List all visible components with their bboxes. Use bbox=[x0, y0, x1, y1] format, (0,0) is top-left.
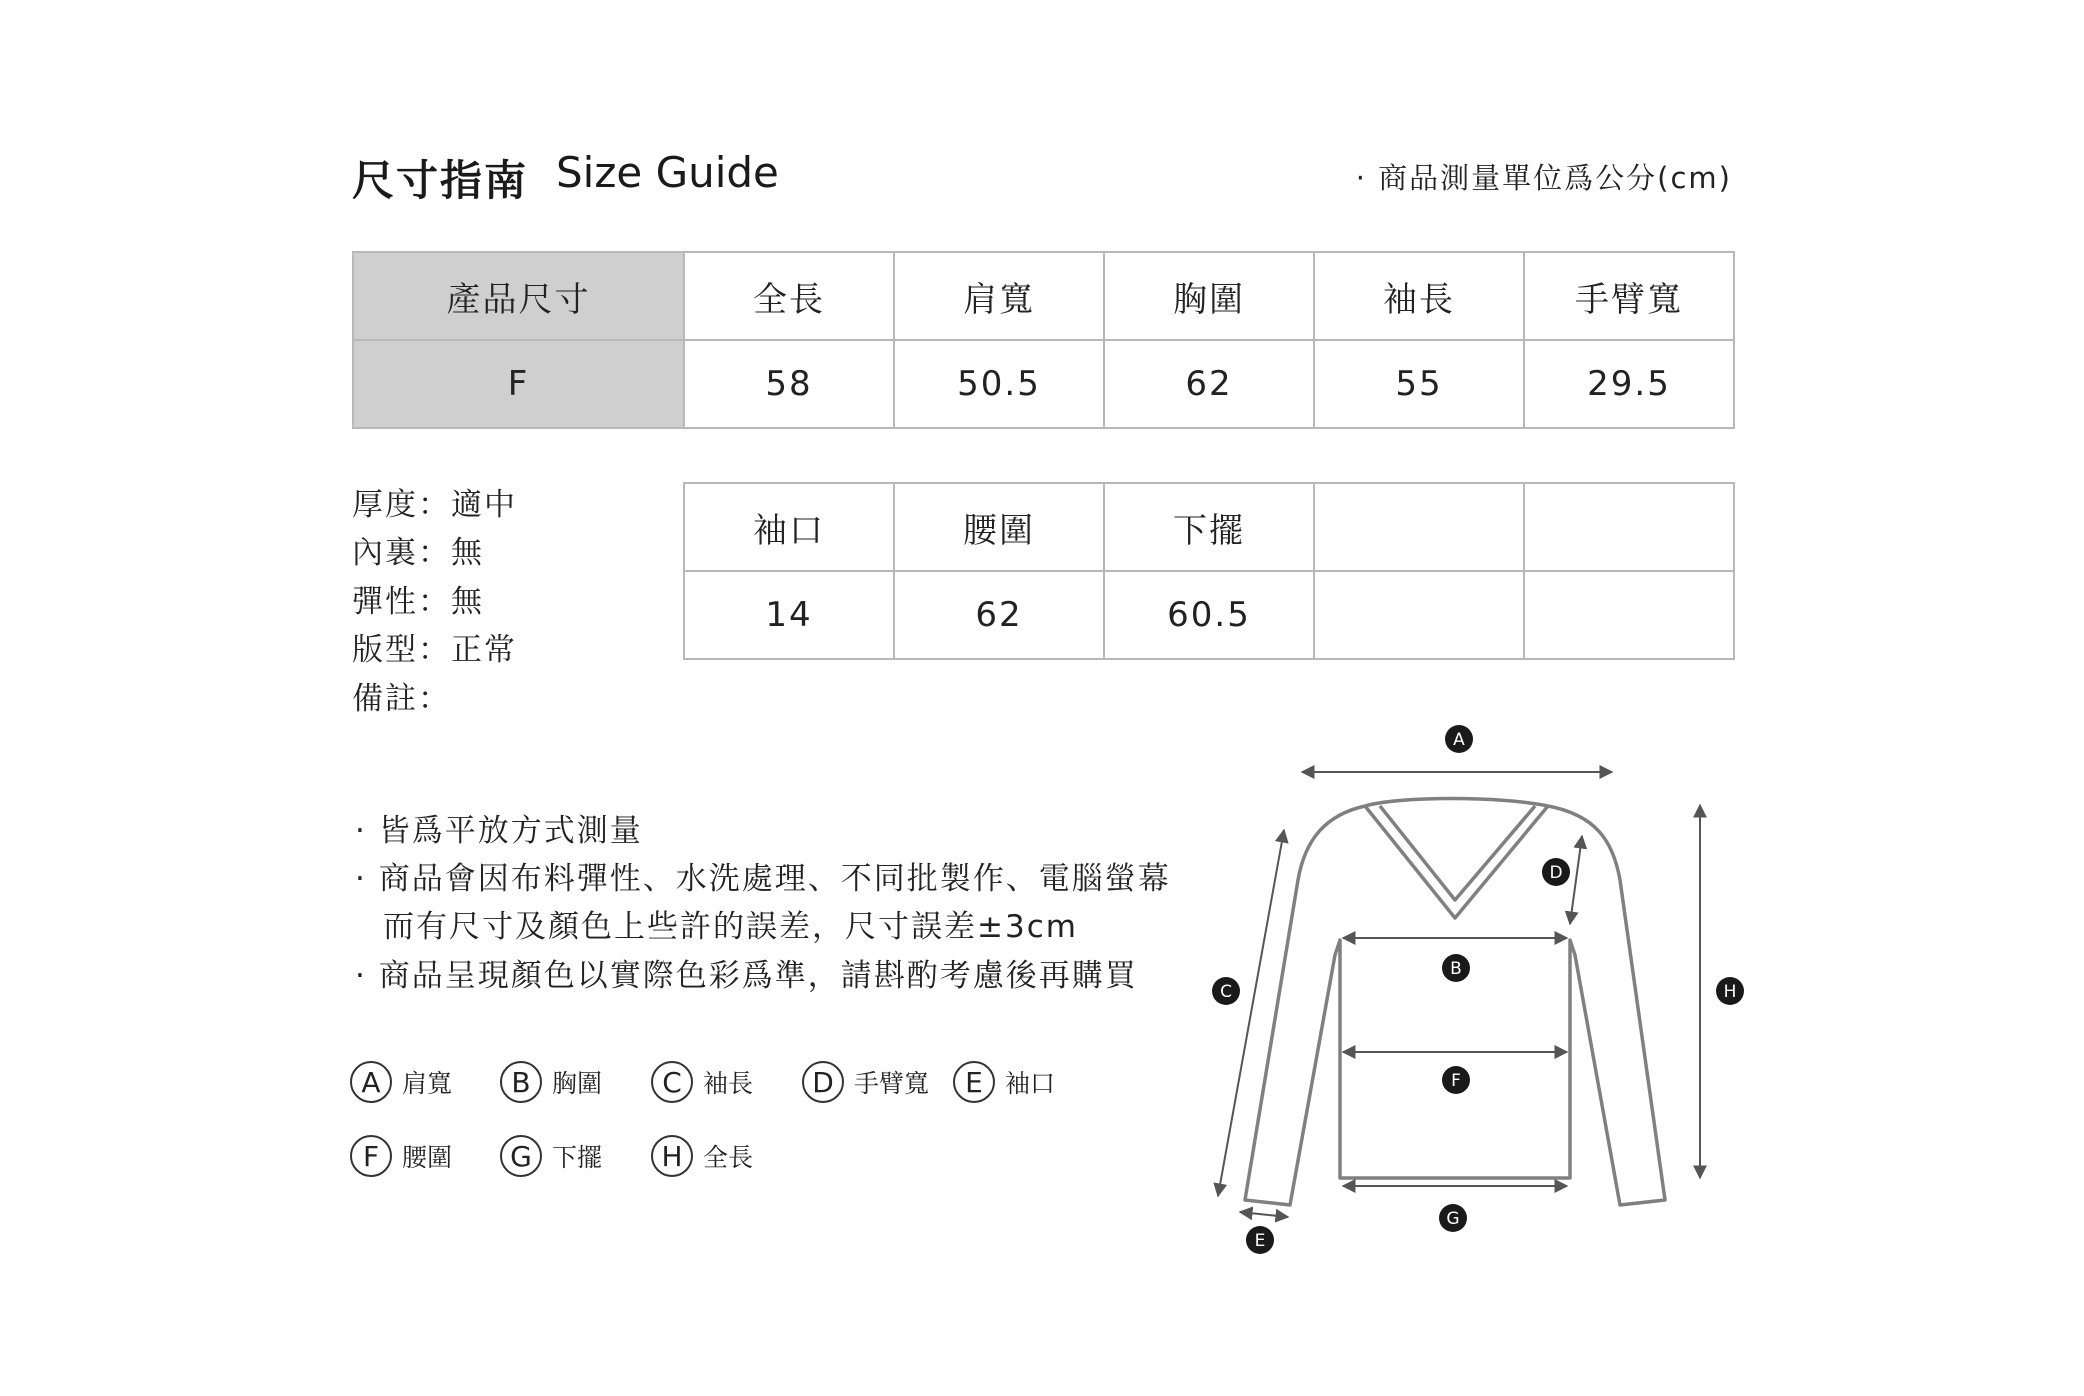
legend-marker: G bbox=[500, 1135, 542, 1177]
table-header-row bbox=[353, 252, 1734, 340]
diagram-marker-f bbox=[1442, 1066, 1470, 1094]
svg-text:H: H bbox=[1723, 982, 1737, 1002]
table-cell: 58 bbox=[684, 340, 894, 428]
table-header-cell bbox=[1314, 483, 1524, 571]
table-cell: 60.5 bbox=[1104, 571, 1314, 659]
svg-text:C: C bbox=[1220, 982, 1232, 1002]
table-cell: 55 bbox=[1314, 340, 1524, 428]
diagram-marker-h bbox=[1716, 977, 1744, 1005]
table-header-cell bbox=[1524, 483, 1734, 571]
size-table bbox=[352, 251, 1735, 429]
table-header-cell: 胸圍 bbox=[1104, 252, 1314, 340]
legend-label: 腰圍 bbox=[402, 1143, 453, 1172]
attr-remarks: 備註： bbox=[352, 681, 451, 717]
attr-elasticity: 彈性：無 bbox=[352, 584, 484, 620]
svg-text:A: A bbox=[1453, 730, 1465, 750]
svg-text:G: G bbox=[1446, 1209, 1460, 1229]
svg-text:B: B bbox=[1450, 959, 1462, 979]
table-cell bbox=[1524, 571, 1734, 659]
table-header-cell: 下擺 bbox=[1104, 483, 1314, 571]
note-line: · 皆爲平放方式測量 bbox=[355, 813, 643, 849]
table-header-cell: 腰圍 bbox=[894, 483, 1104, 571]
legend-item bbox=[802, 1059, 929, 1105]
table-row bbox=[684, 571, 1734, 659]
legend-item bbox=[651, 1133, 753, 1179]
table-cell bbox=[1314, 571, 1524, 659]
table-header-cell: 全長 bbox=[684, 252, 894, 340]
garment-outline bbox=[1245, 799, 1665, 1206]
legend-marker: D bbox=[802, 1061, 844, 1103]
table-row bbox=[353, 340, 1734, 428]
legend-marker: E bbox=[953, 1061, 995, 1103]
table-cell: 62 bbox=[1104, 340, 1314, 428]
legend-label: 袖口 bbox=[1005, 1069, 1056, 1098]
page-title: 尺寸指南 bbox=[352, 156, 529, 205]
table-header-cell: 肩寬 bbox=[894, 252, 1104, 340]
legend-item bbox=[953, 1059, 1055, 1105]
diagram-marker-c bbox=[1212, 977, 1240, 1005]
attr-fit: 版型：正常 bbox=[352, 632, 517, 668]
table-header-cell: 產品尺寸 bbox=[353, 252, 684, 340]
legend-label: 全長 bbox=[703, 1143, 754, 1172]
legend-marker: H bbox=[651, 1135, 693, 1177]
table-cell: 29.5 bbox=[1524, 340, 1734, 428]
legend-item bbox=[500, 1133, 602, 1179]
legend-marker: C bbox=[651, 1061, 693, 1103]
legend-label: 胸圍 bbox=[552, 1069, 603, 1098]
legend-label: 下擺 bbox=[552, 1143, 603, 1172]
legend-marker: B bbox=[500, 1061, 542, 1103]
svg-text:F: F bbox=[1451, 1071, 1461, 1091]
diagram-marker-d bbox=[1542, 858, 1570, 886]
diagram-marker-e bbox=[1246, 1226, 1274, 1254]
legend-item bbox=[651, 1059, 753, 1105]
page-title-en: Size Guide bbox=[556, 148, 779, 197]
table-header-row bbox=[684, 483, 1734, 571]
table-header-cell: 袖口 bbox=[684, 483, 894, 571]
legend-item bbox=[350, 1133, 452, 1179]
legend-item bbox=[500, 1059, 602, 1105]
table-header-cell: 袖長 bbox=[1314, 252, 1524, 340]
attr-thickness: 厚度：適中 bbox=[352, 487, 517, 523]
legend-label: 肩寬 bbox=[402, 1069, 453, 1098]
garment-diagram bbox=[1200, 700, 1770, 1270]
legend-label: 袖長 bbox=[703, 1069, 754, 1098]
note-line: 而有尺寸及顏色上些許的誤差，尺寸誤差±3cm bbox=[383, 909, 1078, 945]
legend-label: 手臂寬 bbox=[854, 1069, 930, 1098]
attr-lining: 內裏：無 bbox=[352, 535, 484, 571]
legend-marker: F bbox=[350, 1135, 392, 1177]
svg-text:D: D bbox=[1549, 863, 1563, 883]
svg-text:E: E bbox=[1254, 1231, 1266, 1251]
note-line: · 商品呈現顏色以實際色彩爲準，請斟酌考慮後再購買 bbox=[355, 958, 1138, 994]
legend-item bbox=[350, 1059, 452, 1105]
extra-size-table bbox=[683, 482, 1735, 660]
diagram-marker-a bbox=[1445, 725, 1473, 753]
table-cell: 14 bbox=[684, 571, 894, 659]
note-line: · 商品會因布料彈性、水洗處理、不同批製作、電腦螢幕 bbox=[355, 861, 1171, 897]
table-header-cell: 手臂寬 bbox=[1524, 252, 1734, 340]
measurement-arrows bbox=[1218, 772, 1700, 1217]
diagram-marker-g bbox=[1439, 1204, 1467, 1232]
legend-marker: A bbox=[350, 1061, 392, 1103]
diagram-marker-b bbox=[1442, 954, 1470, 982]
table-cell: 62 bbox=[894, 571, 1104, 659]
table-cell: F bbox=[353, 340, 684, 428]
table-cell: 50.5 bbox=[894, 340, 1104, 428]
unit-note: · 商品測量單位爲公分(cm) bbox=[1355, 161, 1732, 195]
